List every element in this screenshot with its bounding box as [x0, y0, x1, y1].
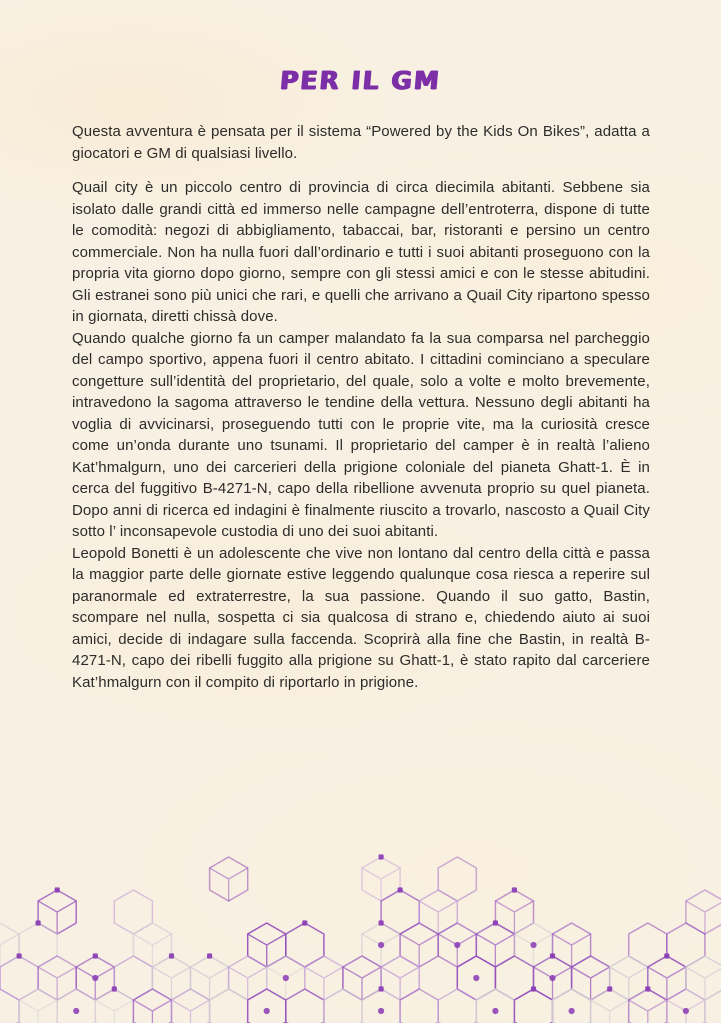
leopold-paragraph: Leopold Bonetti è un adolescente che vive non lontano dal centro della città e passa la maggior parte delle giornate estive leggendo qualunque cosa riesca a reperire sul paranormale ed extraterrestre, la sua passione. Quando il suo gatto, Bastin, scompare nel nulla, sospetta ci sia qualcosa di strano e, chiedendo aiuto ai suoi amici, decide di indagare sulla faccenda. Scoprirà alla fine che Bastin, in realtà B-4271-N, capo dei ribelli fuggito alla prigione su Ghatt-1, è stato rapito dal carceriere Kat’hmalgurn con il compito di riportarlo in prigione.: [72, 544, 650, 691]
body-text: [72, 121, 650, 693]
intro-paragraph: Questa avventura è pensata per il sistema “Powered by the Kids On Bikes”, adatta a giocatori e GM di qualsiasi livello.: [72, 123, 650, 162]
quail-city-paragraph: Quail city è un piccolo centro di provincia di circa diecimila abitanti. Sebbene sia isolato dalle grandi città ed immerso nelle campagne dell’entroterra, dispone di tutte le comodità: negozi di abbigliamento, tabaccai, bar, ristoranti e persino un centro commerciale. Non ha nulla fuori dall’ordinario e tutti i suoi abitanti proseguono con la propria vita giorno dopo giorno, sempre con gli stessi amici e con le stesse abitudini. Gli estranei sono più unici che rari, e quelli che arrivano a Quail City ripartono spesso in giornata, diretti chissà dove.: [72, 179, 650, 325]
camper-paragraph: Quando qualche giorno fa un camper malandato fa la sua comparsa nel parcheggio del campo sportivo, appena fuori il centro abitato. I cittadini cominciano a speculare congetture sull’identità del proprietario, del quale, solo a volte e molto brevemente, intravedono la sagoma attraverso le tendine della vettura. Nessuno degli abitanti ha voglia di avvicinarsi, proseguendo tutti con le proprie vite, ma la curiosità cresce come un’onda durante uno tsunami. Il proprietario del camper è in realtà l’alieno Kat’hmalgurn, uno dei carcerieri della prigione coloniale del pianeta Ghatt-1. È in cerca del fuggitivo B-4271-N, capo della ribellione avvenuta proprio su quel pianeta. Dopo anni di ricerca ed indagini è finalmente riuscito a trovarlo, nascosto a Quail City sotto l’ inconsapevole custodia di uno dei suoi abitanti.: [72, 329, 650, 540]
page-title: PER IL GM: [278, 66, 443, 95]
